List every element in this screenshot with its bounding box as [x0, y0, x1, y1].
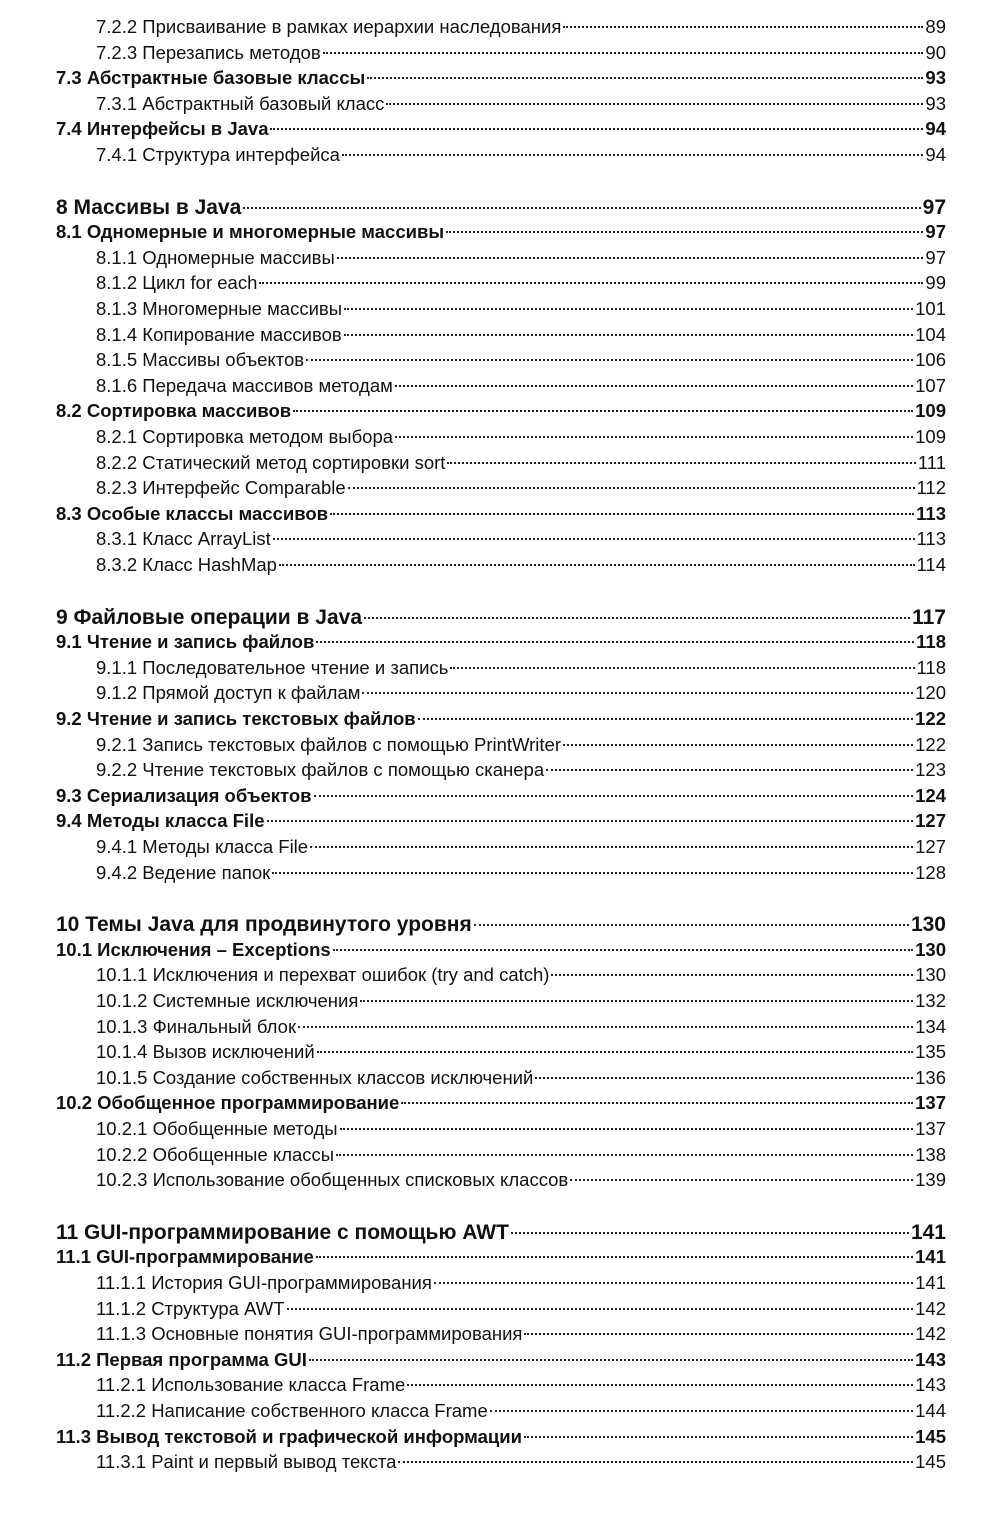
toc-title: 11.2.2 Написание собственного класса Frame [96, 1400, 488, 1421]
dot-leader [362, 692, 913, 694]
toc-title: 10.2.2 Обобщенные классы [96, 1143, 335, 1165]
dot-leader [342, 154, 923, 156]
dot-leader [287, 1308, 914, 1310]
toc-title: 10.1.2 Системные исключения [96, 990, 359, 1011]
dot-leader [386, 103, 923, 105]
toc-page-number: 137 [915, 1092, 946, 1114]
dot-leader [364, 617, 910, 619]
dot-leader [563, 26, 923, 28]
toc-title: 9.4.1 Методы класса File [96, 836, 309, 857]
dot-leader [330, 513, 914, 515]
toc-page-number: 143 [915, 1348, 946, 1370]
toc-page-number: 109 [915, 426, 946, 447]
toc-page-number: 145 [915, 1425, 946, 1447]
toc-title: 8.1.4 Копирование массивов [96, 323, 342, 345]
dot-leader [344, 308, 913, 310]
toc-title: 9.1.1 Последовательное чтение и запись [96, 656, 449, 678]
toc-subsection[interactable] [56, 476, 946, 500]
toc-page-number: 97 [925, 246, 946, 268]
toc-subsection[interactable] [56, 323, 946, 347]
toc-title: 11.2 Первая программа GUI [56, 1348, 307, 1370]
toc-title: 11.1.3 Основные понятия GUI-программирования [96, 1323, 523, 1345]
toc-subsection[interactable] [56, 656, 946, 680]
toc-subsection[interactable] [56, 963, 946, 987]
toc-title: 10.1.4 Вызов исключений [96, 1041, 315, 1063]
toc-page-number: 93 [925, 67, 946, 89]
toc-page-number: 130 [915, 938, 946, 960]
toc-page-number: 104 [915, 323, 946, 345]
dot-leader [309, 1359, 913, 1361]
toc-title: 10.1.1 Исключения и перехват ошибок (try and catch) [96, 964, 550, 986]
toc-subsection[interactable] [56, 1143, 946, 1167]
toc-section[interactable] [56, 707, 946, 731]
dot-leader [310, 846, 913, 848]
dot-leader [316, 1256, 913, 1258]
dot-leader [273, 538, 915, 540]
dot-leader [243, 207, 920, 209]
toc-page-number: 113 [916, 528, 946, 550]
toc-subsection[interactable] [56, 1040, 946, 1064]
dot-leader [395, 385, 913, 387]
toc-title: 9.1 Чтение и запись файлов [56, 631, 315, 653]
toc-page-number: 134 [915, 1015, 946, 1037]
toc-title: 9.3 Сериализация объектов [56, 784, 312, 806]
toc-page-number: 112 [916, 477, 946, 499]
toc-section[interactable] [56, 1425, 946, 1449]
toc-page-number: 93 [925, 92, 946, 114]
toc-section[interactable] [56, 220, 946, 244]
dot-leader [298, 1026, 913, 1028]
toc-subsection[interactable] [56, 1015, 946, 1039]
toc-subsection[interactable] [56, 41, 946, 65]
toc-subsection[interactable] [56, 861, 946, 885]
toc-subsection[interactable] [56, 1271, 946, 1295]
toc-section[interactable] [56, 66, 946, 90]
toc-page-number: 128 [915, 861, 946, 883]
toc-page-number: 145 [915, 1451, 946, 1473]
toc-page-number: 109 [915, 400, 946, 422]
dot-leader [272, 872, 913, 874]
toc-title: 7.3 Абстрактные базовые классы [56, 67, 366, 89]
dot-leader [546, 769, 913, 771]
toc-title: 7.4.1 Структура интерфейса [96, 144, 340, 165]
toc-subsection[interactable] [56, 553, 946, 577]
toc-page-number: 130 [915, 964, 946, 986]
toc-chapter[interactable] [56, 912, 946, 938]
dot-leader [434, 1282, 913, 1284]
toc-title: 9.2.2 Чтение текстовых файлов с помощью сканера [96, 759, 545, 781]
toc-page-number: 130 [910, 913, 946, 937]
toc-page-number: 90 [925, 41, 946, 63]
toc-page-number: 124 [915, 784, 946, 806]
toc-page-number: 101 [915, 298, 946, 319]
dot-leader [360, 1000, 913, 1002]
toc-subsection[interactable] [56, 1373, 946, 1397]
dot-leader [535, 1077, 913, 1079]
toc-title: 8 Массивы в Java [56, 195, 242, 219]
toc-chapter[interactable] [56, 1220, 946, 1246]
dot-leader [563, 744, 913, 746]
dot-leader [323, 52, 924, 54]
dot-leader [333, 949, 913, 951]
toc-title: 7.3.1 Абстрактный базовый класс [96, 92, 385, 114]
dot-leader [316, 641, 914, 643]
toc-subsection[interactable] [56, 451, 946, 475]
toc-subsection[interactable] [56, 1399, 946, 1423]
toc-section[interactable] [56, 399, 946, 423]
toc-title: 10.2 Обобщенное программирование [56, 1092, 400, 1114]
toc-page-number: 122 [915, 708, 946, 729]
toc-page-number: 106 [915, 349, 946, 371]
toc-title: 11.1 GUI-программирование [56, 1246, 314, 1268]
dot-leader [447, 462, 915, 464]
toc-title: 9.2.1 Запись текстовых файлов с помощью PrintWriter [96, 733, 562, 755]
dot-leader [407, 1384, 913, 1386]
toc-page-number: 120 [915, 682, 946, 704]
toc-section[interactable] [56, 784, 946, 808]
dot-leader [348, 487, 915, 489]
toc-title: 7.2.2 Присваивание в рамках иерархии наследования [96, 16, 562, 37]
toc-title: 8.3.1 Класс ArrayList [96, 528, 271, 550]
toc-page-number: 144 [915, 1400, 946, 1421]
toc-title: 9.1.2 Прямой доступ к файлам [96, 682, 361, 704]
toc-page-number: 113 [916, 502, 946, 524]
dot-leader [570, 1179, 913, 1181]
dot-leader [279, 564, 915, 566]
toc-page-number: 141 [915, 1272, 946, 1293]
toc-subsection[interactable] [56, 1066, 946, 1090]
toc-title: 9 Файловые операции в Java [56, 605, 362, 629]
toc-subsection[interactable] [56, 348, 946, 372]
toc-page-number: 141 [910, 1220, 946, 1244]
toc-subsection[interactable] [56, 681, 946, 705]
toc-title: 11.2.1 Использование класса Frame [96, 1374, 406, 1396]
toc-page-number: 132 [915, 990, 946, 1011]
toc-section[interactable] [56, 117, 946, 141]
dot-leader [524, 1436, 913, 1438]
toc-title: 8.3 Особые классы массивов [56, 502, 329, 524]
toc-page-number: 123 [915, 759, 946, 781]
toc-subsection[interactable] [56, 527, 946, 551]
dot-leader [446, 231, 923, 233]
toc-title: 7.2.3 Перезапись методов [96, 41, 321, 63]
toc-page-number: 94 [925, 144, 946, 165]
toc-title: 10.1.3 Финальный блок [96, 1015, 297, 1037]
toc-subsection[interactable] [56, 1297, 946, 1321]
dot-leader [340, 1128, 914, 1130]
toc-title: 11.3.1 Paint и первый вывод текста [96, 1451, 397, 1473]
dot-leader [293, 410, 913, 412]
toc-title: 8.2.1 Сортировка методом выбора [96, 426, 394, 447]
toc-title: 10 Темы Java для продвинутого уровня [56, 913, 472, 937]
toc-title: 9.4.2 Ведение папок [96, 861, 271, 883]
toc-section[interactable] [56, 809, 946, 833]
toc-title: 8.3.2 Класс HashMap [96, 554, 277, 575]
toc-page-number: 143 [915, 1374, 946, 1396]
toc-page-number: 118 [916, 656, 946, 678]
toc-section[interactable] [56, 1091, 946, 1115]
dot-leader [259, 282, 923, 284]
dot-leader [401, 1102, 913, 1104]
toc-page-number: 136 [915, 1066, 946, 1088]
toc-title: 11 GUI-программирование с помощью AWT [56, 1220, 509, 1244]
toc-page-number: 114 [916, 554, 946, 575]
toc-page-number: 135 [915, 1041, 946, 1063]
toc-page-number: 111 [917, 451, 946, 473]
toc-section[interactable] [56, 1245, 946, 1269]
toc-subsection[interactable] [56, 989, 946, 1013]
toc-subsection[interactable] [56, 733, 946, 757]
toc-title: 8.2.3 Интерфейс Comparable [96, 477, 346, 499]
toc-title: 8.1.6 Передача массивов методам [96, 374, 393, 396]
toc-title: 9.4 Методы класса File [56, 810, 265, 832]
toc-chapter[interactable] [56, 195, 946, 221]
toc-subsection[interactable] [56, 374, 946, 398]
toc-section[interactable] [56, 938, 946, 962]
toc-section[interactable] [56, 630, 946, 654]
toc-title: 8.1.1 Одномерные массивы [96, 246, 335, 268]
toc-subsection[interactable] [56, 1450, 946, 1474]
dot-leader [336, 1154, 913, 1156]
toc-subsection[interactable] [56, 1168, 946, 1192]
toc-title: 8.1.3 Многомерные массивы [96, 298, 343, 319]
toc-chapter[interactable] [56, 605, 946, 631]
dot-leader [418, 718, 913, 720]
toc-page-number: 117 [912, 605, 946, 629]
dot-leader [450, 667, 914, 669]
toc-page-number: 89 [925, 16, 946, 37]
toc-section[interactable] [56, 1348, 946, 1372]
toc-title: 9.2 Чтение и запись текстовых файлов [56, 708, 416, 729]
dot-leader [511, 1232, 909, 1234]
toc-page-number: 99 [925, 272, 946, 294]
toc-page-number: 139 [915, 1169, 946, 1191]
toc-page-number: 107 [915, 374, 946, 396]
toc-page-number: 97 [922, 195, 946, 219]
toc-page-number: 122 [915, 733, 946, 755]
toc-page-number: 141 [915, 1246, 946, 1268]
dot-leader [270, 128, 923, 130]
toc-title: 8.2.2 Статический метод сортировки sort [96, 451, 446, 473]
toc-title: 7.4 Интерфейсы в Java [56, 118, 269, 140]
toc-title: 11.1.2 Структура AWT [96, 1297, 285, 1319]
toc-section[interactable] [56, 502, 946, 526]
dot-leader [490, 1410, 913, 1412]
dot-leader [317, 1051, 913, 1053]
toc-subsection[interactable] [56, 1322, 946, 1346]
toc-page-number: 97 [925, 221, 946, 243]
dot-leader [314, 795, 914, 797]
dot-leader [524, 1333, 913, 1335]
toc-page-number: 138 [915, 1143, 946, 1165]
toc-subsection[interactable] [56, 92, 946, 116]
dot-leader [367, 77, 923, 79]
toc-page-number: 137 [915, 1118, 946, 1139]
toc-page-number: 127 [915, 836, 946, 857]
dot-leader [267, 820, 914, 822]
toc-title: 10.2.3 Использование обобщенных списковых классов [96, 1169, 569, 1191]
toc-subsection[interactable] [56, 1117, 946, 1141]
toc-subsection[interactable] [56, 15, 946, 39]
toc-page-number: 118 [916, 631, 946, 653]
toc-title: 10.1 Исключения – Exceptions [56, 938, 331, 960]
toc-page-number: 94 [925, 118, 946, 140]
dot-leader [398, 1461, 913, 1463]
toc-page-number: 142 [915, 1297, 946, 1319]
toc-title: 8.1.5 Массивы объектов [96, 349, 305, 371]
toc-title: 8.1 Одномерные и многомерные массивы [56, 221, 445, 243]
toc-title: 8.2 Сортировка массивов [56, 400, 292, 422]
toc-subsection[interactable] [56, 246, 946, 270]
dot-leader [395, 436, 913, 438]
toc-page-number: 142 [915, 1323, 946, 1345]
dot-leader [551, 974, 913, 976]
dot-leader [344, 334, 913, 336]
toc-title: 10.2.1 Обобщенные методы [96, 1118, 338, 1139]
toc-title: 11.3 Вывод текстовой и графической информации [56, 1425, 523, 1447]
toc-title: 11.1.1 История GUI-программирования [96, 1272, 432, 1293]
toc-subsection[interactable] [56, 271, 946, 295]
dot-leader [337, 257, 924, 259]
dot-leader [474, 924, 909, 926]
toc-subsection[interactable] [56, 758, 946, 782]
toc-subsection[interactable] [56, 835, 946, 859]
toc-subsection[interactable] [56, 425, 946, 449]
toc-subsection[interactable] [56, 297, 946, 321]
toc-page-number: 127 [915, 810, 946, 832]
toc-subsection[interactable] [56, 143, 946, 167]
dot-leader [306, 359, 913, 361]
toc-title: 8.1.2 Цикл for each [96, 272, 258, 294]
toc-title: 10.1.5 Создание собственных классов исключений [96, 1066, 534, 1088]
